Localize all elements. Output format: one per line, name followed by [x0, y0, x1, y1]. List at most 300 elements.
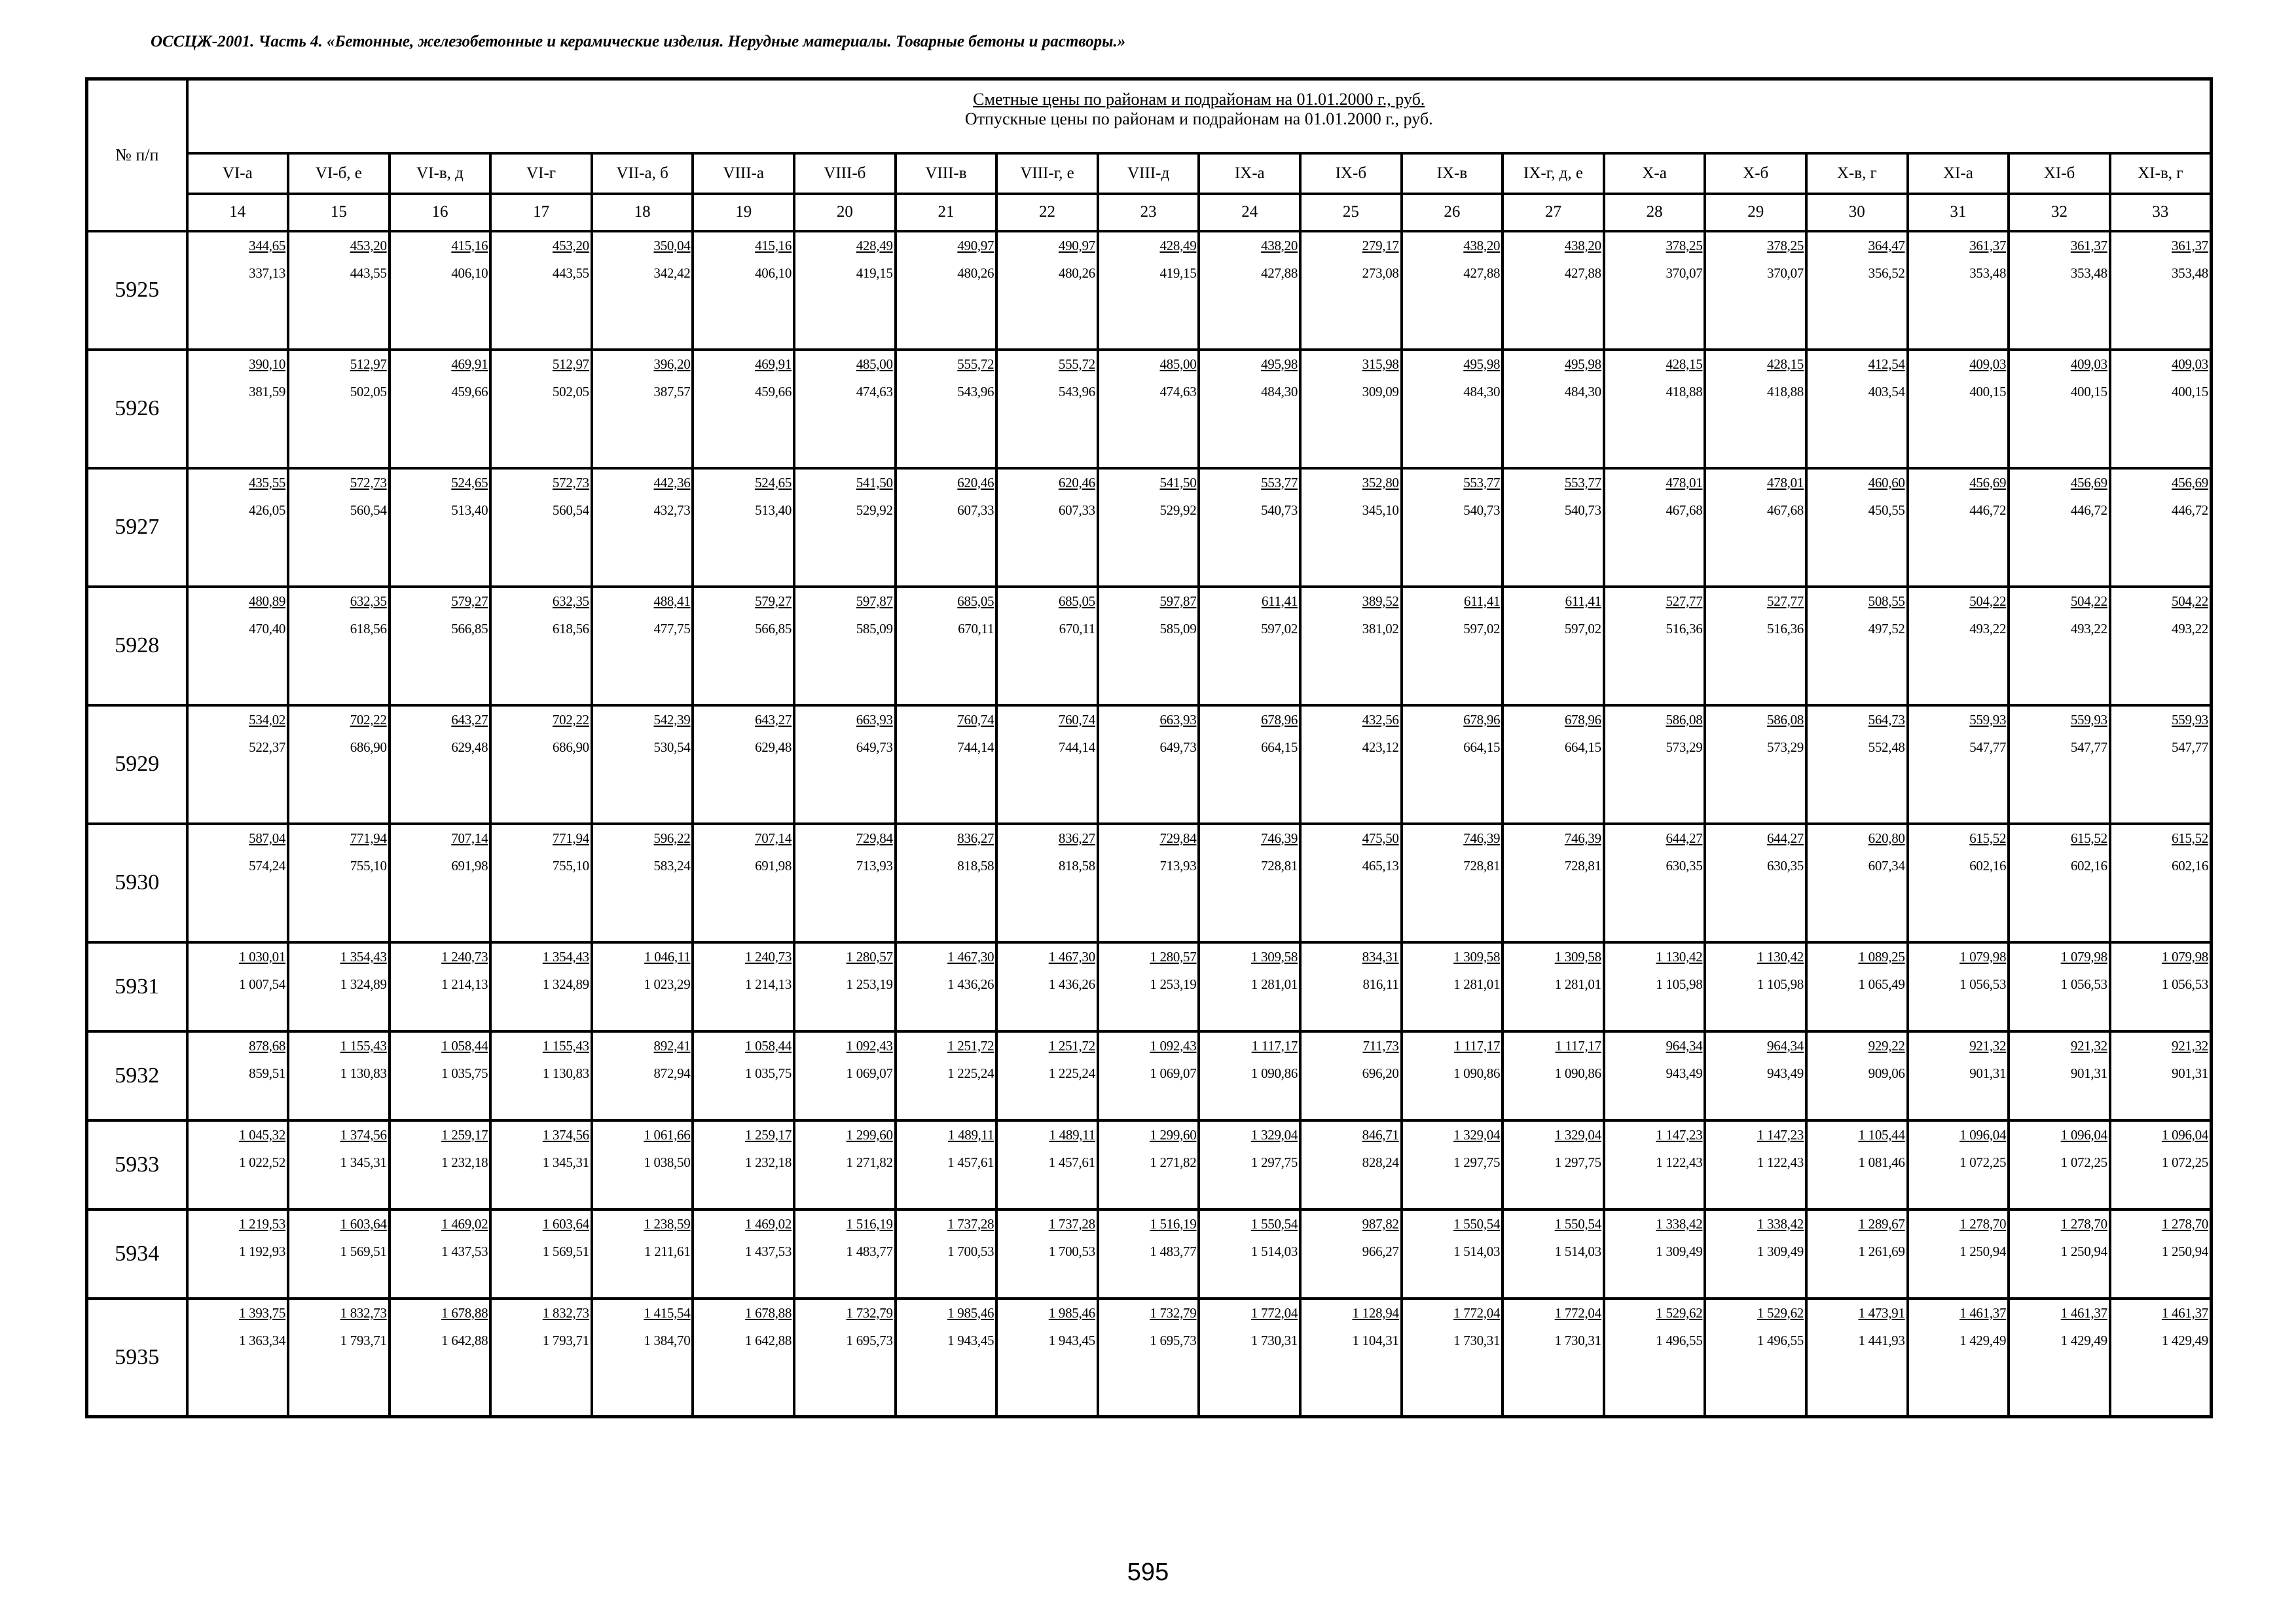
- release-price: 406,10: [755, 265, 792, 281]
- price-cell: [896, 942, 997, 1031]
- price-cell: [1908, 231, 2009, 350]
- estimated-price: 1 678,88: [441, 1304, 488, 1321]
- price-cell: [1199, 350, 1300, 468]
- estimated-price: 1 985,46: [947, 1304, 994, 1321]
- estimated-price: 435,55: [249, 474, 286, 490]
- price-cell: [2110, 942, 2212, 1031]
- column-numbers-row: [87, 194, 2212, 231]
- estimated-price: 1 603,64: [542, 1215, 589, 1232]
- estimated-price: 1 550,54: [1554, 1215, 1601, 1232]
- release-price: 467,68: [1666, 502, 1703, 518]
- release-price: 872,94: [653, 1065, 691, 1081]
- price-cell: [1604, 587, 1705, 705]
- price-cell: [288, 942, 390, 1031]
- release-price: 1 483,77: [1150, 1243, 1197, 1259]
- row-number: 5933: [87, 1120, 187, 1209]
- estimated-price: 1 219,53: [238, 1215, 286, 1232]
- price-cell: [288, 824, 390, 942]
- price-cell: [1402, 350, 1503, 468]
- price-cell: [996, 1120, 1098, 1209]
- estimated-price: 1 240,73: [744, 948, 792, 965]
- release-price: 1 363,34: [238, 1332, 286, 1348]
- document-header: ОССЦЖ-2001. Часть 4. «Бетонные, железобетонные и керамические изделия. Нерудные материалы. Товарные бетоны и растворы.»: [151, 33, 1126, 50]
- price-cell: [592, 468, 693, 587]
- estimated-price: 1 130,42: [1757, 948, 1804, 965]
- estimated-price: 361,37: [2070, 237, 2107, 253]
- price-cell: [693, 942, 794, 1031]
- price-cell: [288, 231, 390, 350]
- column-number-header: 18: [592, 194, 693, 231]
- row-number: 5929: [87, 705, 187, 824]
- estimated-price: 1 155,43: [542, 1037, 589, 1054]
- release-price: 418,88: [1767, 383, 1804, 399]
- price-cell: [2009, 1031, 2110, 1120]
- estimated-price: 771,94: [350, 830, 387, 846]
- price-cell: [1503, 942, 1604, 1031]
- release-price: 566,85: [451, 620, 488, 637]
- release-price: 470,40: [249, 620, 286, 637]
- price-cell: [794, 587, 896, 705]
- release-price: 1 514,03: [1250, 1243, 1298, 1259]
- release-price: 686,90: [552, 739, 589, 755]
- price-cell: [1300, 824, 1402, 942]
- estimated-price: 442,36: [653, 474, 691, 490]
- price-cell: [1098, 1031, 1199, 1120]
- price-cell: [996, 942, 1098, 1031]
- release-price: 691,98: [451, 857, 488, 874]
- estimated-price: 579,27: [451, 593, 488, 609]
- estimated-price: 644,27: [1666, 830, 1703, 846]
- release-price: 602,16: [1969, 857, 2007, 874]
- release-price: 1 569,51: [542, 1243, 589, 1259]
- price-cell: [1199, 1031, 1300, 1120]
- price-cell: [1705, 1031, 1806, 1120]
- release-price: 1 072,25: [2060, 1154, 2107, 1170]
- release-price: 1 232,18: [441, 1154, 488, 1170]
- price-cell: [1806, 587, 1908, 705]
- estimated-price: 460,60: [1868, 474, 1905, 490]
- price-cell: [1098, 350, 1199, 468]
- estimated-price: 1 105,44: [1858, 1126, 1905, 1143]
- price-cell: [1300, 1031, 1402, 1120]
- estimated-price: 527,77: [1767, 593, 1804, 609]
- price-cell: [390, 1120, 491, 1209]
- release-price: 1 437,53: [744, 1243, 792, 1259]
- estimated-price: 1 529,62: [1757, 1304, 1804, 1321]
- estimated-price: 1 516,19: [846, 1215, 893, 1232]
- release-price: 513,40: [755, 502, 792, 518]
- column-number-header: 15: [288, 194, 390, 231]
- price-cell: [1199, 1209, 1300, 1299]
- release-price: 1 253,19: [846, 976, 893, 992]
- release-price: 1 429,49: [1959, 1332, 2007, 1348]
- price-cell: [1098, 587, 1199, 705]
- estimated-price: 707,14: [755, 830, 792, 846]
- estimated-price: 512,97: [552, 356, 589, 372]
- estimated-price: 1 374,56: [542, 1126, 589, 1143]
- release-price: 474,63: [856, 383, 893, 399]
- region-code-header: VI-в, д: [390, 153, 491, 194]
- column-number-header: 27: [1503, 194, 1604, 231]
- price-cell: [693, 1209, 794, 1299]
- price-cell: [896, 1120, 997, 1209]
- estimated-price: 663,93: [1159, 711, 1197, 728]
- estimated-price: 587,04: [249, 830, 286, 846]
- price-cell: [1705, 1209, 1806, 1299]
- price-cell: [490, 468, 592, 587]
- estimated-price: 1 309,58: [1250, 948, 1298, 965]
- region-code-header: VI-г: [490, 153, 592, 194]
- estimated-price: 438,20: [1564, 237, 1601, 253]
- price-cell: [896, 705, 997, 824]
- price-cell: [693, 350, 794, 468]
- estimated-price: 1 469,02: [441, 1215, 488, 1232]
- column-number-header: 31: [1908, 194, 2009, 231]
- estimated-price: 361,37: [1969, 237, 2007, 253]
- estimated-price: 396,20: [653, 356, 691, 372]
- price-cell: [794, 231, 896, 350]
- price-cell: [390, 1299, 491, 1417]
- price-cell: [1806, 350, 1908, 468]
- estimated-price: 350,04: [653, 237, 691, 253]
- price-cell: [1199, 468, 1300, 587]
- release-price: 465,13: [1362, 857, 1399, 874]
- release-price: 1 793,71: [340, 1332, 387, 1348]
- region-code-header: VI-б, е: [288, 153, 390, 194]
- release-price: 744,14: [1058, 739, 1095, 755]
- estimated-price: 541,50: [856, 474, 893, 490]
- release-price: 943,49: [1767, 1065, 1804, 1081]
- release-price: 1 271,82: [846, 1154, 893, 1170]
- estimated-price: 615,52: [2070, 830, 2107, 846]
- estimated-price: 438,20: [1463, 237, 1501, 253]
- estimated-price: 572,73: [552, 474, 589, 490]
- price-cell: [490, 1120, 592, 1209]
- price-cell: [996, 1209, 1098, 1299]
- release-price: 1 345,31: [542, 1154, 589, 1170]
- column-number-header: 33: [2110, 194, 2212, 231]
- price-cell: [2009, 1299, 2110, 1417]
- price-cell: [1300, 1120, 1402, 1209]
- estimated-price: 553,77: [1564, 474, 1601, 490]
- table-row: [87, 1299, 2212, 1417]
- estimated-price: 542,39: [653, 711, 691, 728]
- release-price: 406,10: [451, 265, 488, 281]
- price-cell: [187, 231, 289, 350]
- region-code-header: IX-а: [1199, 153, 1300, 194]
- release-price: 353,48: [2172, 265, 2208, 281]
- release-price: 686,90: [350, 739, 387, 755]
- release-price: 560,54: [350, 502, 387, 518]
- price-cell: [1705, 350, 1806, 468]
- price-cell: [1402, 942, 1503, 1031]
- release-price: 597,02: [1463, 620, 1501, 637]
- release-price: 1 514,03: [1554, 1243, 1601, 1259]
- release-price: 1 104,31: [1352, 1332, 1399, 1348]
- page-number: 595: [1127, 1559, 1169, 1586]
- estimated-price: 428,15: [1767, 356, 1804, 372]
- release-price: 1 214,13: [441, 976, 488, 992]
- price-cell: [187, 705, 289, 824]
- price-cell: [2009, 942, 2110, 1031]
- estimated-price: 1 529,62: [1656, 1304, 1703, 1321]
- estimated-price: 702,22: [552, 711, 589, 728]
- release-price: 353,48: [1969, 265, 2007, 281]
- estimated-price: 1 461,37: [2060, 1304, 2107, 1321]
- rownum-header: № п/п: [87, 79, 187, 231]
- estimated-price: 615,52: [1969, 830, 2007, 846]
- release-price: 1 297,75: [1453, 1154, 1501, 1170]
- price-cell: [1604, 1299, 1705, 1417]
- release-price: 419,15: [856, 265, 893, 281]
- release-price: 1 496,55: [1757, 1332, 1804, 1348]
- estimated-price: 1 461,37: [2161, 1304, 2208, 1321]
- price-cell: [1604, 468, 1705, 587]
- price-cell: [2110, 1299, 2212, 1417]
- price-cell: [1908, 468, 2009, 587]
- region-code-header: VIII-г, е: [996, 153, 1098, 194]
- estimated-price: 685,05: [957, 593, 994, 609]
- estimated-price: 1 147,23: [1656, 1126, 1703, 1143]
- release-price: 1 081,46: [1858, 1154, 1905, 1170]
- column-number-header: 30: [1806, 194, 1908, 231]
- release-price: 1 232,18: [744, 1154, 792, 1170]
- release-price: 1 122,43: [1656, 1154, 1703, 1170]
- estimated-price: 504,22: [1969, 593, 2007, 609]
- price-cell: [1300, 1299, 1402, 1417]
- release-price: 901,31: [1969, 1065, 2007, 1081]
- estimated-price: 1 832,73: [542, 1304, 589, 1321]
- release-price: 618,56: [552, 620, 589, 637]
- release-price: 1 793,71: [542, 1332, 589, 1348]
- price-cell: [693, 705, 794, 824]
- estimated-price: 1 309,58: [1554, 948, 1601, 965]
- release-price: 909,06: [1868, 1065, 1905, 1081]
- table-row: [87, 824, 2212, 942]
- price-cell: [794, 350, 896, 468]
- region-code-header: XI-в, г: [2110, 153, 2212, 194]
- release-price: 381,59: [249, 383, 286, 399]
- estimated-price: 643,27: [451, 711, 488, 728]
- price-cell: [187, 468, 289, 587]
- price-cell: [2110, 468, 2212, 587]
- price-cell: [2110, 705, 2212, 824]
- estimated-price: 1 280,57: [1150, 948, 1197, 965]
- release-price: 502,05: [552, 383, 589, 399]
- estimated-price: 1 259,17: [441, 1126, 488, 1143]
- region-code-header: VII-а, б: [592, 153, 693, 194]
- estimated-price: 760,74: [1058, 711, 1095, 728]
- price-cell: [592, 942, 693, 1031]
- price-cell: [1402, 587, 1503, 705]
- price-cell: [288, 350, 390, 468]
- price-cell: [592, 1299, 693, 1417]
- price-cell: [1705, 231, 1806, 350]
- release-price: 1 250,94: [2161, 1243, 2208, 1259]
- estimated-price: 524,65: [755, 474, 792, 490]
- estimated-price: 921,32: [1969, 1037, 2007, 1054]
- price-cell: [896, 468, 997, 587]
- price-cell: [288, 587, 390, 705]
- estimated-price: 1 338,42: [1757, 1215, 1804, 1232]
- estimated-price: 1 299,60: [1150, 1126, 1197, 1143]
- price-cell: [794, 705, 896, 824]
- price-cell: [490, 1209, 592, 1299]
- estimated-price: 488,41: [653, 593, 691, 609]
- release-price: 816,11: [1362, 976, 1399, 992]
- estimated-price: 1 469,02: [744, 1215, 792, 1232]
- price-cell: [1098, 231, 1199, 350]
- release-price: 345,10: [1362, 502, 1399, 518]
- estimated-price: 478,01: [1666, 474, 1703, 490]
- release-price: 901,31: [2070, 1065, 2107, 1081]
- price-cell: [1300, 1209, 1402, 1299]
- price-cell: [1705, 1120, 1806, 1209]
- release-price: 516,36: [1666, 620, 1703, 637]
- price-cell: [996, 587, 1098, 705]
- estimated-price: 597,87: [1159, 593, 1197, 609]
- estimated-price: 846,71: [1362, 1126, 1399, 1143]
- release-price: 1 441,93: [1858, 1332, 1905, 1348]
- price-cell: [1503, 350, 1604, 468]
- price-cell: [1705, 1299, 1806, 1417]
- release-price: 1 943,45: [1048, 1332, 1095, 1348]
- estimated-price: 620,46: [1058, 474, 1095, 490]
- estimated-price: 620,46: [957, 474, 994, 490]
- region-code-header: X-а: [1604, 153, 1705, 194]
- estimated-price: 478,01: [1767, 474, 1804, 490]
- price-cell: [288, 1031, 390, 1120]
- release-price: 670,11: [1059, 620, 1095, 637]
- price-cell: [1503, 1120, 1604, 1209]
- row-number: 5927: [87, 468, 187, 587]
- release-price: 828,24: [1362, 1154, 1399, 1170]
- estimated-price: 361,37: [2172, 237, 2208, 253]
- price-cell: [390, 824, 491, 942]
- estimated-price: 1 155,43: [340, 1037, 387, 1054]
- release-price: 1 250,94: [2060, 1243, 2107, 1259]
- estimated-price: 1 772,04: [1554, 1304, 1601, 1321]
- price-cell: [1908, 1209, 2009, 1299]
- price-cell: [2009, 231, 2110, 350]
- estimated-price: 760,74: [957, 711, 994, 728]
- estimated-price: 1 309,58: [1453, 948, 1501, 965]
- price-cell: [1806, 231, 1908, 350]
- region-code-header: XI-а: [1908, 153, 2009, 194]
- price-cell: [592, 350, 693, 468]
- release-price: 1 023,29: [644, 976, 691, 992]
- estimated-price: 553,77: [1261, 474, 1298, 490]
- price-cell: [794, 468, 896, 587]
- price-cell: [896, 231, 997, 350]
- estimated-price: 1 354,43: [542, 948, 589, 965]
- price-cell: [1705, 587, 1806, 705]
- release-price: 1 695,73: [1150, 1332, 1197, 1348]
- price-cell: [996, 1299, 1098, 1417]
- estimated-price: 572,73: [350, 474, 387, 490]
- price-cell: [390, 468, 491, 587]
- row-number: 5930: [87, 824, 187, 942]
- price-cell: [1503, 587, 1604, 705]
- estimated-price: 746,39: [1261, 830, 1298, 846]
- release-price: 1 211,61: [644, 1243, 691, 1259]
- release-price: 1 730,31: [1554, 1332, 1601, 1348]
- release-price: 1 496,55: [1656, 1332, 1703, 1348]
- release-price: 1 700,53: [1048, 1243, 1095, 1259]
- table-row: [87, 1031, 2212, 1120]
- release-price: 493,22: [1969, 620, 2007, 637]
- region-code-header: VIII-д: [1098, 153, 1199, 194]
- column-number-header: 29: [1705, 194, 1806, 231]
- price-cell: [1908, 942, 2009, 1031]
- release-price: 1 056,53: [2060, 976, 2107, 992]
- price-cell: [187, 1031, 289, 1120]
- estimated-price: 1 289,67: [1858, 1215, 1905, 1232]
- release-price: 423,12: [1362, 739, 1399, 755]
- region-code-header: VIII-в: [896, 153, 997, 194]
- table-row: [87, 468, 2212, 587]
- price-cell: [1199, 231, 1300, 350]
- estimated-price: 1 338,42: [1656, 1215, 1703, 1232]
- price-cell: [2110, 1209, 2212, 1299]
- estimated-price: 415,16: [755, 237, 792, 253]
- price-cell: [1402, 705, 1503, 824]
- price-cell: [896, 350, 997, 468]
- estimated-price: 729,84: [1159, 830, 1197, 846]
- row-number: 5926: [87, 350, 187, 468]
- price-cell: [2110, 1031, 2212, 1120]
- release-price: 574,24: [249, 857, 286, 874]
- estimated-price: 878,68: [249, 1037, 286, 1054]
- release-price: 484,30: [1564, 383, 1601, 399]
- release-price: 1 695,73: [846, 1332, 893, 1348]
- price-cell: [390, 1031, 491, 1120]
- release-price: 370,07: [1767, 265, 1804, 281]
- estimated-price: 456,69: [2070, 474, 2107, 490]
- estimated-price: 1 772,04: [1453, 1304, 1501, 1321]
- table-row: [87, 1209, 2212, 1299]
- estimated-price: 1 772,04: [1250, 1304, 1298, 1321]
- release-price: 1 214,13: [744, 976, 792, 992]
- price-cell: [592, 1209, 693, 1299]
- estimated-price: 1 092,43: [1150, 1037, 1197, 1054]
- table-row: [87, 1120, 2212, 1209]
- estimated-price: 1 079,98: [2161, 948, 2208, 965]
- release-price: 530,54: [653, 739, 691, 755]
- estimated-price: 495,98: [1261, 356, 1298, 372]
- estimated-price: 746,39: [1463, 830, 1501, 846]
- estimated-price: 702,22: [350, 711, 387, 728]
- estimated-price: 678,96: [1463, 711, 1501, 728]
- release-price: 1 090,86: [1250, 1065, 1298, 1081]
- release-price: 400,15: [2070, 383, 2107, 399]
- price-cell: [1199, 824, 1300, 942]
- price-cell: [2009, 705, 2110, 824]
- price-cell: [1604, 824, 1705, 942]
- estimated-price: 1 354,43: [340, 948, 387, 965]
- estimated-price: 1 089,25: [1858, 948, 1905, 965]
- estimated-price: 555,72: [1058, 356, 1095, 372]
- estimated-price: 836,27: [957, 830, 994, 846]
- price-cell: [1705, 468, 1806, 587]
- release-price: 446,72: [1969, 502, 2007, 518]
- price-cell: [490, 1299, 592, 1417]
- price-cell: [187, 1299, 289, 1417]
- column-number-header: 17: [490, 194, 592, 231]
- release-price: 547,77: [2070, 739, 2107, 755]
- release-price: 1 090,86: [1554, 1065, 1601, 1081]
- price-cell: [490, 587, 592, 705]
